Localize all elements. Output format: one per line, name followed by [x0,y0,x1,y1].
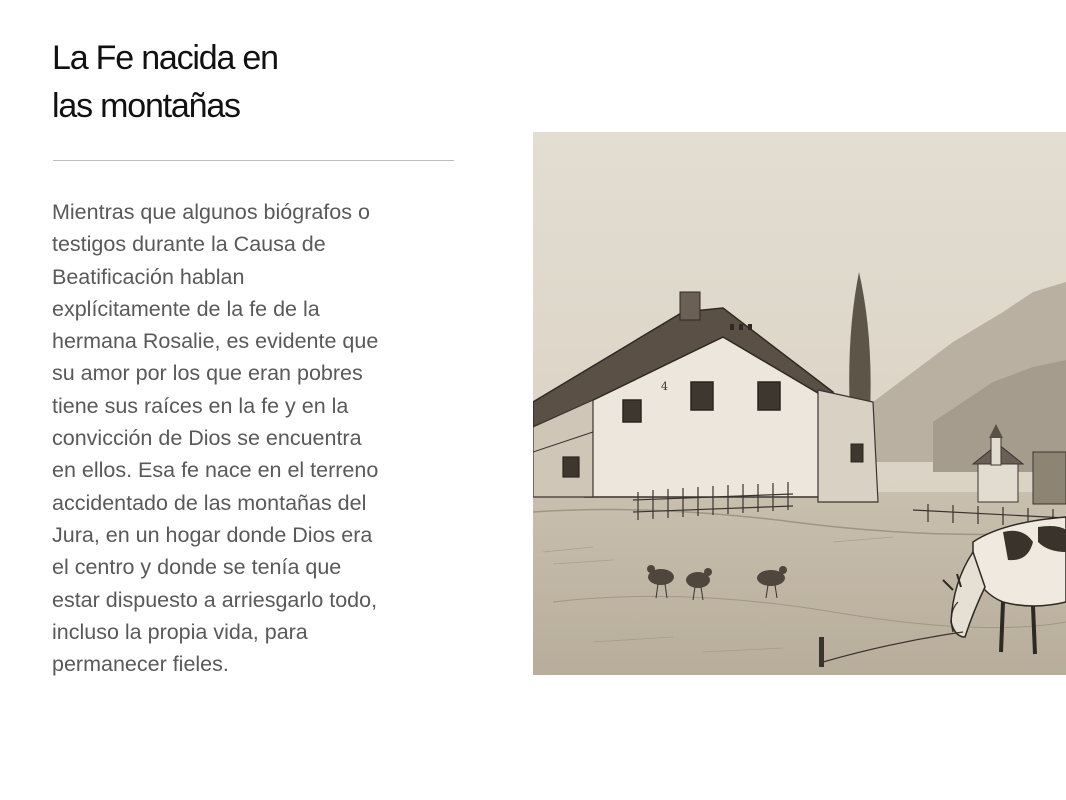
title-line-2: las montañas [52,87,240,125]
slide-title [52,34,472,130]
house-window [758,382,780,410]
title-line-1: La Fe nacida en [52,39,278,77]
body-text: Mientras que algunos biógrafos o testigos durante la Causa de Beatificación hablan explícitamente de la fe de la hermana Rosalie, es evidente que su amor por los que eran pobres tiene sus raíces en la fe y en la convicción de Dios se encuentra en ellos. Esa fe nace en el terreno accidentado de las montañas del Jura, en un hogar donde Dios era el centro y donde se tenía que estar dispuesto a arriesgarlo todo, incluso la propia vida, para permanecer fieles. [52,200,379,677]
house-window [623,400,641,422]
house-window [563,457,579,477]
farmhouse-sketch-icon [533,132,1066,675]
title-divider [53,160,454,161]
farmhouse-sketch-illustration [533,132,1066,675]
house-number: 4 [661,380,668,393]
house-window [691,382,713,410]
